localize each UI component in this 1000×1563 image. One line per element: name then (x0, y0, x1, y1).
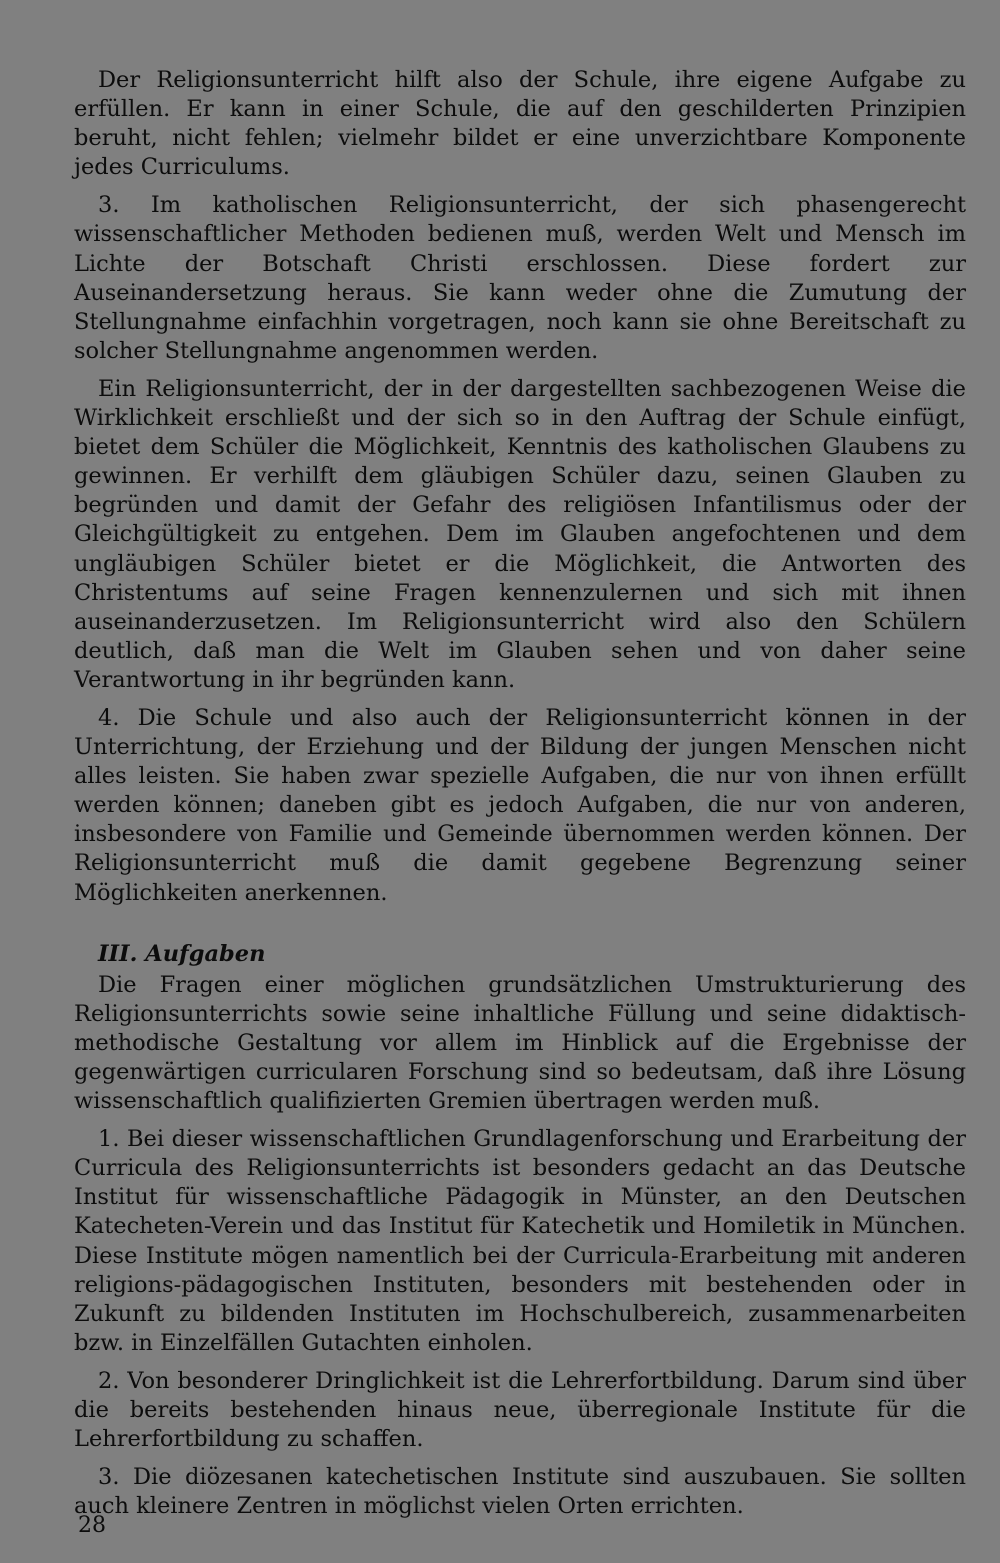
paragraph-aufgaben-point-3: 3. Die diözesanen katechetischen Institute sind auszubauen. Sie sollten auch kleinere Zentren in möglichst vielen Orten errichten. (74, 1464, 966, 1520)
paragraph-aufgaben-intro: Die Fragen einer möglichen grundsätzlichen Umstrukturierung des Religionsunterrichts sowie seine inhaltliche Füllung und seine didaktisch-methodische Gestaltung vor allem im Hinblick auf die Ergebnisse der gegenwärtigen curricularen Forschung sind so bedeutsam, daß ihre Lösung wissenschaftlich qualifizierten Gremien übertragen werden muß. (74, 971, 966, 1115)
paragraph-point-4: 4. Die Schule und also auch der Religionsunterricht können in der Unterrichtung, der Erziehung und der Bildung der jungen Menschen nicht alles leisten. Sie haben zwar spezielle Aufgaben, die nur von ihnen erfüllt werden können; daneben gibt es jedoch Aufgaben, die nur von anderen, insbesondere von Familie und Gemeinde übernommen werden können. Der Religionsunterricht muß die damit gegebene Begrenzung seiner Möglichkeiten anerkennen. (74, 704, 966, 906)
paragraph-aufgaben-point-2: 2. Von besonderer Dringlichkeit ist die Lehrerfortbildung. Darum sind über die bereits bestehenden hinaus neue, überregionale Institute für die Lehrerfortbildung zu schaffen. (74, 1367, 966, 1453)
paragraph-religionsunterricht: Ein Religionsunterricht, der in der dargestellten sachbezogenen Weise die Wirklichkeit erschließt und der sich so in den Auftrag der Schule einfügt, bietet dem Schüler die Möglichkeit, Kenntnis des katholischen Glaubens zu gewinnen. Er verhilft dem gläubigen Schüler dazu, seinen Glauben zu begründen und damit der Gefahr des religiösen Infantilismus oder der Gleichgültigkeit zu entgehen. Dem im Glauben angefochtenen und dem ungläubigen Schüler bietet er die Möglichkeit, die Antworten des Christentums auf seine Fragen kennenzulernen und sich mit ihnen auseinanderzusetzen. Im Religionsunterricht wird also den Schülern deutlich, daß man die Welt im Glauben sehen und von daher seine Verantwortung in ihr begründen kann. (74, 375, 966, 693)
page-number: 28 (78, 1513, 106, 1538)
paragraph-point-3: 3. Im katholischen Religionsunterricht, der sich phasengerecht wissenschaftlicher Methoden bedienen muß, werden Welt und Mensch im Lichte der Botschaft Christi erschlossen. Diese fordert zur Auseinandersetzung heraus. Sie kann weder ohne die Zumutung der Stellungnahme einfachhin vorgetragen, noch kann sie ohne Bereitschaft zu solcher Stellungnahme angenommen werden. (74, 192, 966, 364)
section-heading: III. Aufgaben (98, 940, 266, 967)
page-body (74, 66, 966, 1521)
paragraph-aufgaben-point-1: 1. Bei dieser wissenschaftlichen Grundlagenforschung und Erarbeitung der Curricula des Religionsunterrichts ist besonders gedacht an das Deutsche Institut für wissenschaftliche Pädagogik in Münster, an den Deutschen Katecheten-Verein und das Institut für Katechetik und Homiletik in München. Diese Institute mögen namentlich bei der Curricula-Erarbeitung mit anderen religions-pädagogischen Instituten, besonders mit bestehenden oder in Zukunft zu bildenden Instituten im Hochschulbereich, zusammenarbeiten bzw. in Einzelfällen Gutachten einholen. (74, 1126, 966, 1356)
paragraph-intro: Der Religionsunterricht hilft also der Schule, ihre eigene Aufgabe zu erfüllen. Er kann in einer Schule, die auf den geschilderten Prinzipien beruht, nicht fehlen; vielmehr bildet er eine unverzichtbare Komponente jedes Curriculums. (74, 67, 966, 181)
